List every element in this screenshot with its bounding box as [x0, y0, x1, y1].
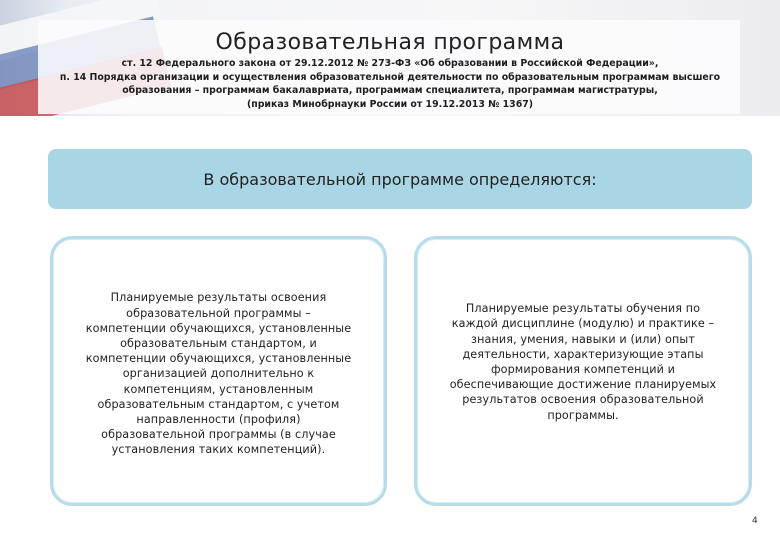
card-line: каждой дисциплине (модулю) и практике – — [451, 317, 715, 331]
section-banner — [48, 149, 752, 209]
page-title: Образовательная программа — [215, 30, 565, 55]
card-line: направленности (профиля) — [136, 413, 301, 426]
card-line: формирования компетенций и — [490, 363, 676, 376]
card-line: результатов освоения образовательной — [462, 393, 704, 407]
card-competencies — [50, 236, 387, 506]
card-line: организацией дополнительно к — [122, 367, 315, 381]
card-line: знания, умения, навыки и (или) опыт — [471, 332, 695, 346]
card-line: образовательной программы (в случае — [101, 428, 336, 442]
card-line: компетенциям, установленным — [123, 382, 314, 396]
page-number: 4 — [752, 516, 758, 526]
card-line: деятельности, характеризующие этапы — [462, 347, 704, 361]
card-learning-outcomes-text — [450, 301, 717, 423]
banner-text: В образовательной программе определяются: — [203, 169, 597, 189]
card-line: Планируемые результаты обучения по — [465, 302, 701, 316]
legal-line-3: образования – программам бакалавриата, программам специалитета, программам магистратуры, — [122, 85, 658, 96]
legal-line-2: п. 14 Порядка организации и осуществления образовательной деятельности по образовательным программам высшего — [59, 71, 721, 83]
card-line: образовательным стандартом, с учетом — [97, 397, 340, 411]
card-line: установления таких компетенций). — [111, 443, 326, 457]
card-competencies-text — [86, 290, 351, 457]
card-learning-outcomes — [414, 236, 752, 506]
legal-line-1: ст. 12 Федерального закона от 29.12.2012 № 273-ФЗ «Об образовании в Российской Федерации», — [121, 58, 659, 69]
legal-line-4: (приказ Минобрнауки России от 19.12.2013 № 1367) — [246, 98, 534, 110]
card-line: программы. — [547, 408, 619, 422]
card-line: компетенции обучающихся, установленные — [85, 352, 352, 366]
card-line: Планируемые результаты освоения — [110, 291, 327, 305]
card-line: компетенции обучающихся, установленные — [85, 321, 352, 335]
card-line: образовательным стандартом, и — [120, 336, 317, 350]
card-line: образовательной программы – — [126, 306, 311, 320]
card-line: обеспечивающие достижение планируемых — [449, 378, 717, 392]
legal-reference — [20, 57, 760, 111]
